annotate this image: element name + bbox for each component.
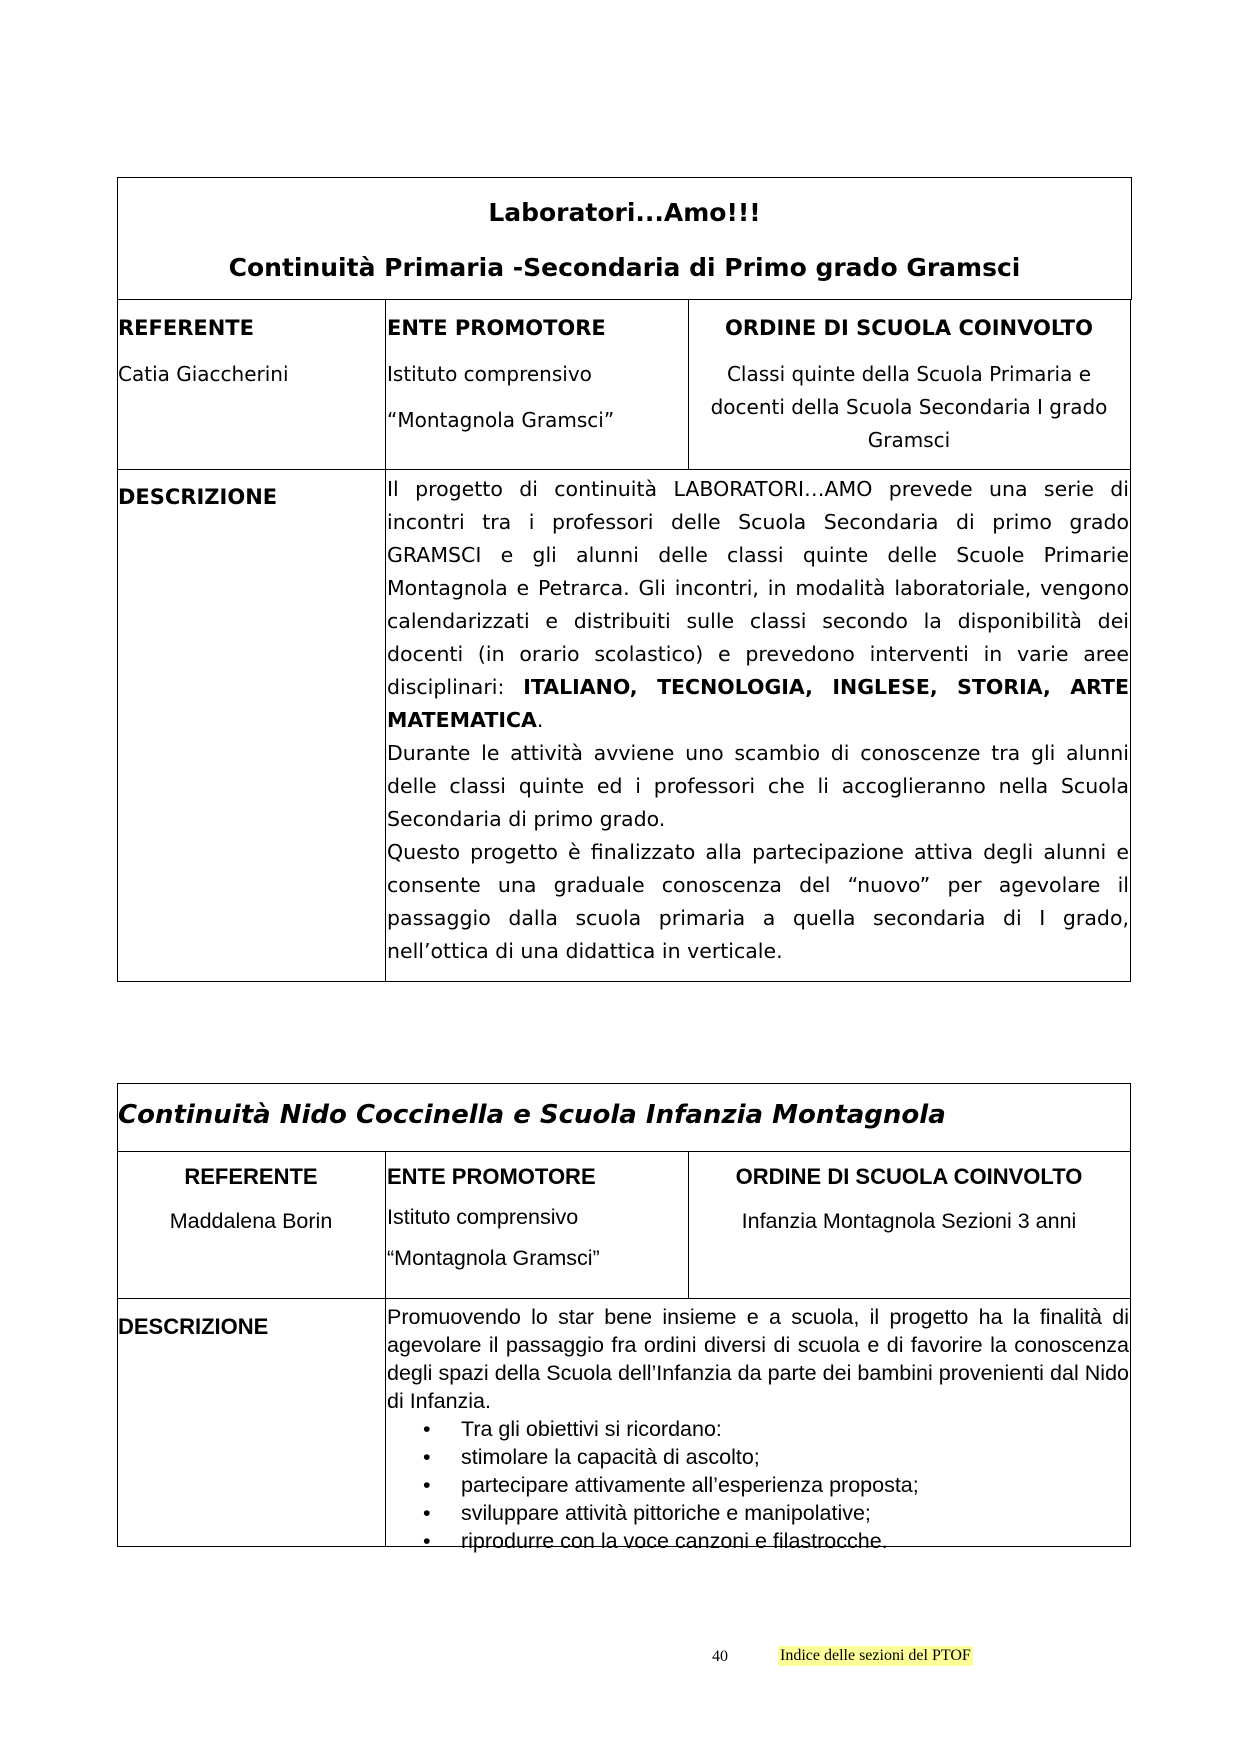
list-item: • riprodurre con la voce canzoni e filastrocche. (461, 1527, 1129, 1555)
project1-ordine-value: Classi quinte della Scuola Primaria e docenti della Scuola Secondaria I grado Gramsci (710, 362, 1108, 452)
project1-desc-paragraph-3: Questo progetto è finalizzato alla partecipazione attiva degli alunni e consente una graduale conoscenza del “nuovo” per agevolare il passaggio dalla scuola primaria a quella secondaria di I grado, nell’ottica di una didattica in verticale. (387, 840, 1129, 963)
project1-ordine-header: ORDINE DI SCUOLA COINVOLTO (725, 316, 1093, 340)
project1-ente-header: ENTE PROMOTORE (387, 316, 606, 340)
project1-title: Laboratori...Amo!!! (488, 198, 761, 227)
project1-desc-p1-end: . (536, 708, 544, 732)
project1-referente-value: Catia Giaccherini (118, 362, 289, 386)
project1-referente-header: REFERENTE (118, 316, 254, 340)
project2-title: Continuità Nido Coccinella e Scuola Infanzia Montagnola (118, 1100, 946, 1130)
project2-ordine-value: Infanzia Montagnola Sezioni 3 anni (741, 1209, 1077, 1233)
list-item: • Tra gli obiettivi si ricordano: (461, 1415, 1129, 1443)
project2-ente-header: ENTE PROMOTORE (387, 1164, 596, 1189)
project1-desc-subjects: ITALIANO, TECNOLOGIA, INGLESE, STORIA, ARTE MATEMATICA (387, 675, 1129, 732)
project1-title-box (117, 177, 1132, 300)
project1-desc-paragraph-2: Durante le attività avviene uno scambio di conoscenze tra gli alunni delle classi quinte ed i professori che li accoglieranno nella Scuola Secondaria di primo grado. (387, 741, 1129, 831)
ptof-index-link[interactable]: Indice delle sezioni del PTOF (780, 1647, 971, 1664)
project2-desc-paragraph: Promuovendo lo star bene insieme e a scuola, il progetto ha la finalità di agevolare il passaggio fra ordini diversi di scuola e di favorire la conoscenza degli spazi della Scuola dell’Infanzia da parte dei bambini provenienti dal Nido di Infanzia. (387, 1305, 1129, 1413)
list-item: • sviluppare attività pittoriche e manipolative; (461, 1499, 1129, 1527)
project1-desc-p1-text: Il progetto di continuità LABORATORI…AMO prevede una serie di incontri tra i professori delle Scuola Secondaria di primo grado GRAMSCI e gli alunni delle classi quinte delle Scuole Primarie Montagnola e Petrarca. Gli incontri, in modalità laboratoriale, vengono calendarizzati e distribuiti sulle classi secondo la disponibilità dei docenti (in orario scolastico) e prevedono interventi in varie aree disciplinari: (387, 477, 1129, 699)
project2-objectives-list (387, 1415, 1129, 1555)
project2-ente-line1: Istituto comprensivo (387, 1205, 579, 1229)
list-item: • stimolare la capacità di ascolto; (461, 1443, 1129, 1471)
project2-description (387, 1303, 1129, 1555)
project1-desc-paragraph-1 (387, 473, 1129, 737)
project1-descrizione-label: DESCRIZIONE (118, 485, 278, 509)
project2-referente-value: Maddalena Borin (169, 1209, 333, 1233)
project1-description (387, 473, 1129, 968)
project1-ente-line1: Istituto comprensivo (387, 362, 592, 386)
project2-descrizione-label: DESCRIZIONE (118, 1314, 269, 1339)
page-number: 40 (712, 1648, 728, 1665)
project1-ente-line2: “Montagnola Gramsci” (387, 408, 615, 432)
project2-ente-line2: “Montagnola Gramsci” (387, 1246, 600, 1270)
project2-referente-header: REFERENTE (184, 1164, 318, 1189)
list-item: • partecipare attivamente all’esperienza proposta; (461, 1471, 1129, 1499)
project1-subtitle: Continuità Primaria -Secondaria di Primo grado Gramsci (228, 253, 1021, 282)
project2-ordine-header: ORDINE DI SCUOLA COINVOLTO (735, 1164, 1083, 1189)
